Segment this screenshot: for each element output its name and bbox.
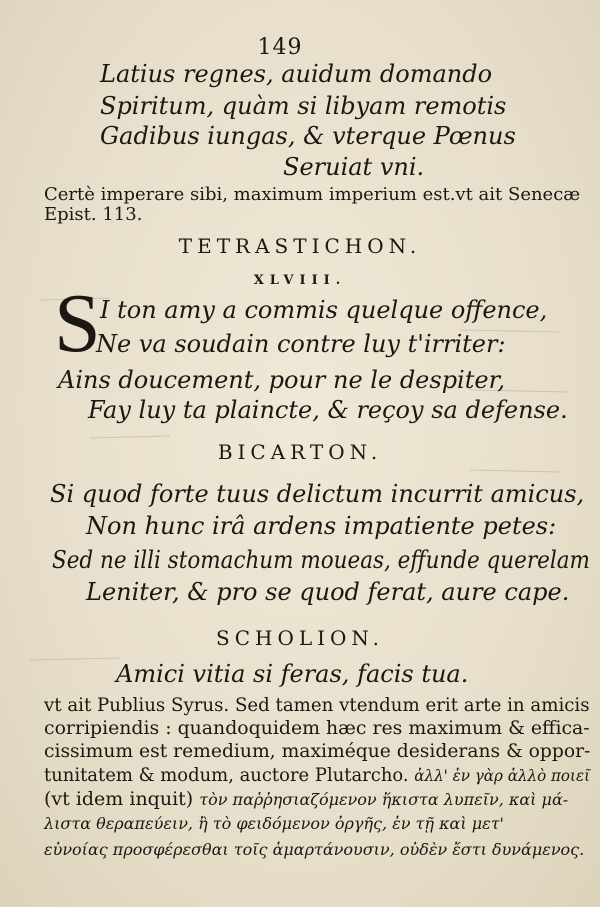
scholion-line-4-text: tunitatem & modum, auctore Plutarcho. [44, 764, 409, 786]
tetra-line-4: Fay luy ta plaincte, & reçoy sa defense. [88, 396, 568, 424]
bicarton-line-2: Non hunc irâ ardens impatiente petes: [86, 512, 557, 540]
drop-cap: S [54, 277, 101, 370]
scholion-line-4-latin [44, 764, 590, 786]
greek-line-3: λιστα θεραπεύειν, ἢ τὸ φειδόμενον ὀργῆς, ἐν τῇ καὶ μετ' [44, 814, 504, 833]
verse-line-3: Gadibus iungas, & vterque Pœnus [100, 122, 516, 150]
scholion-line-5 [44, 788, 568, 810]
verse-line-4: Seruiat vni. [283, 153, 425, 181]
verse-line-1: Latius regnes, auidum domando [100, 60, 493, 88]
verse-line-2: Spiritum, quàm si libyam remotis [100, 92, 507, 120]
greek-line-4: εὐνοίας προσφέρεσθαι τοῖς ἁμαρτάνουσιν, οὐδὲν ἔστι δυνάμενος. [44, 840, 585, 859]
tetra-line-3: Ains doucement, pour ne le despiter, [58, 366, 506, 394]
greek-fragment-1: ἀλλ' ἐν γὰρ ἀλλὸ ποιεῖ [414, 766, 591, 785]
tetrastichon-number: XLVIII. [253, 273, 347, 288]
citation-line-1: Certè imperare sibi, maximum imperium est.vt ait Senecæ [44, 184, 581, 205]
scholion-quote: Amici vitia si feras, facis tua. [116, 660, 469, 688]
scholion-line-3: cissimum est remedium, maximéque desiderans & oppor- [44, 740, 591, 762]
scholion-line-1: vt ait Publius Syrus. Sed tamen vtendum erit arte in amicis [44, 694, 590, 716]
tetra-line-2: Ne va soudain contre luy t'irriter: [96, 330, 506, 358]
scholion-line-2: corripiendis : quandoquidem hæc res maximum & effica- [44, 717, 590, 739]
scholion-line-5-latin: (vt idem inquit) [44, 788, 194, 810]
citation-line-2: Epist. 113. [44, 204, 143, 225]
page-number: 149 [257, 35, 303, 60]
bicarton-line-3: Sed ne illi stomachum moueas, effunde querelam [52, 546, 590, 574]
bicarton-line-4: Leniter, & pro se quod ferat, aure cape. [86, 578, 570, 606]
scholion-heading: SCHOLION. [216, 626, 384, 650]
greek-fragment-2: τὸν παῤῥησιαζόμενον ἥκιστα λυπεῖν, καὶ μά- [199, 790, 569, 809]
tetra-line-1: I ton amy a commis quelque offence, [100, 296, 548, 324]
bicarton-heading: BICARTON. [217, 440, 383, 464]
tetrastichon-heading: TETRASTICHON. [178, 234, 422, 258]
bicarton-line-1: Si quod forte tuus delictum incurrit amicus, [50, 480, 585, 508]
